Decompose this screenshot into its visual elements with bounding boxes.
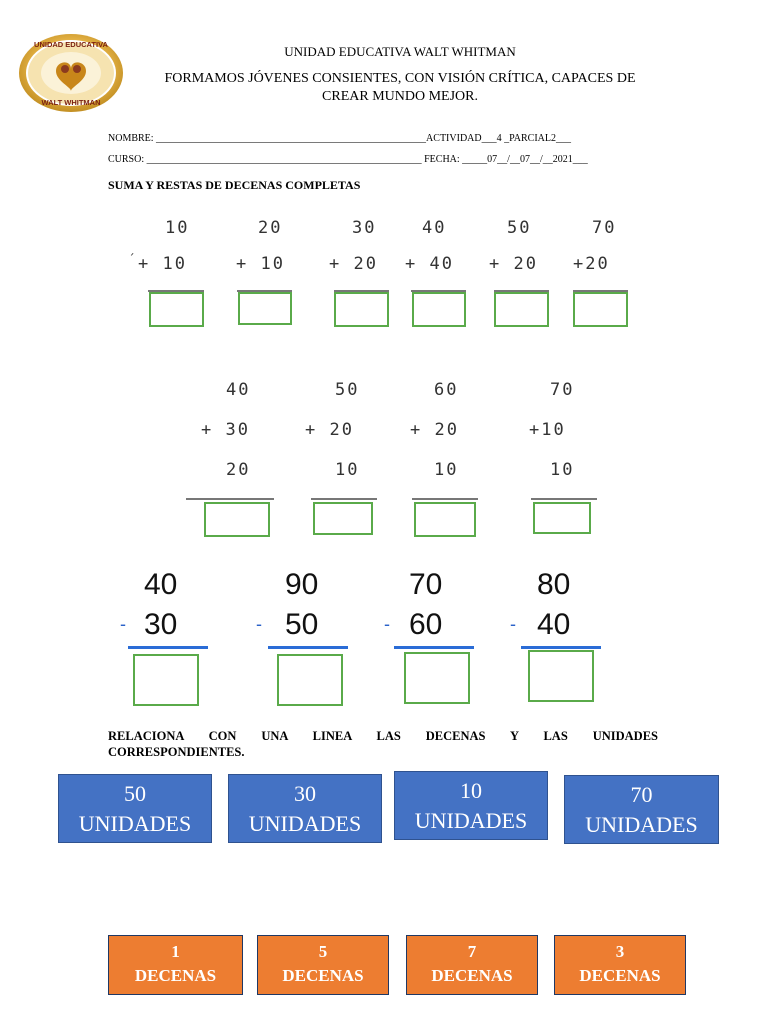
answer-box[interactable] (133, 654, 199, 706)
addend-a: 50 (335, 380, 360, 400)
decenas-box[interactable] (406, 935, 538, 995)
minus-sign: - (120, 614, 126, 634)
addend-top: 10 (165, 218, 190, 238)
minus-sign: - (510, 614, 516, 634)
answer-box[interactable] (238, 292, 292, 325)
decenas-label: DECENAS (579, 966, 661, 985)
addend-bottom: + 20 (329, 254, 378, 274)
addend-c: 20 (226, 460, 251, 480)
addend-top: 50 (507, 218, 532, 238)
addend-a: 40 (226, 380, 251, 400)
answer-box[interactable] (313, 502, 373, 535)
unidades-number: 30 (294, 781, 316, 806)
answer-box[interactable] (414, 502, 476, 537)
minuend: 70 (409, 568, 443, 601)
unidades-box[interactable] (394, 771, 548, 840)
school-motto (110, 70, 690, 106)
minus-sign: - (256, 614, 262, 634)
school-logo (18, 33, 124, 113)
decenas-number: 7 (467, 942, 477, 961)
addend-a: 70 (550, 380, 575, 400)
decenas-box[interactable] (108, 935, 243, 995)
unidades-label: UNIDADES (414, 808, 528, 833)
school-name: UNIDAD EDUCATIVA WALT WHITMAN (284, 44, 516, 59)
matching-instruction (108, 728, 658, 760)
answer-box[interactable] (149, 292, 204, 327)
addend-top: 20 (258, 218, 283, 238)
unidades-box[interactable] (58, 774, 212, 843)
instruction-line-1: RELACIONA CON UNA LINEA LAS DECENAS Y LAS UNIDADES (108, 729, 658, 743)
addend-b: + 30 (201, 420, 250, 440)
course-date-line[interactable]: CURSO: _______________________________________________________ FECHA: _____07__/__07__/__2021___ (108, 154, 588, 165)
addend-bottom: + 20 (489, 254, 538, 274)
answer-box[interactable] (404, 652, 470, 704)
subtrahend: 60 (409, 608, 443, 641)
motto-line-1: FORMAMOS JÓVENES CONSIENTES, CON VISIÓN CRÍTICA, CAPACES DE (164, 71, 636, 86)
addend-a: 60 (434, 380, 459, 400)
difference-line (521, 646, 601, 649)
minus-sign: - (384, 614, 390, 634)
addend-c: 10 (335, 460, 360, 480)
addend-c: 10 (550, 460, 575, 480)
unidades-box[interactable] (564, 775, 719, 844)
decenas-box[interactable] (257, 935, 389, 995)
decenas-label: DECENAS (134, 966, 217, 985)
minuend: 80 (537, 568, 571, 601)
difference-line (268, 646, 348, 649)
difference-line (128, 646, 208, 649)
addend-top: 70 (592, 218, 617, 238)
addend-top: 40 (422, 218, 447, 238)
addend-bottom: + 10 (236, 254, 285, 274)
answer-box[interactable] (533, 502, 591, 534)
unidades-number: 50 (124, 781, 146, 806)
minuend: 90 (285, 568, 319, 601)
addend-bottom: + 10 (138, 254, 187, 274)
subtrahend: 30 (144, 608, 178, 641)
svg-text:UNIDAD EDUCATIVA: UNIDAD EDUCATIVA (34, 40, 108, 49)
answer-box[interactable] (277, 654, 343, 706)
answer-box[interactable] (494, 292, 549, 327)
answer-box[interactable] (528, 650, 594, 702)
answer-box[interactable] (334, 292, 389, 327)
sum-line (186, 498, 274, 500)
unidades-number: 10 (460, 778, 482, 803)
unidades-label: UNIDADES (78, 811, 192, 836)
subtrahend: 40 (537, 608, 571, 641)
decenas-box[interactable] (554, 935, 686, 995)
addend-c: 10 (434, 460, 459, 480)
decenas-number: 3 (615, 942, 625, 961)
sum-line (412, 498, 478, 500)
sum-line (311, 498, 377, 500)
unidades-box[interactable] (228, 774, 382, 843)
addend-b: +10 (529, 420, 566, 440)
svg-text:WALT WHITMAN: WALT WHITMAN (41, 98, 101, 107)
answer-box[interactable] (573, 292, 628, 327)
answer-box[interactable] (204, 502, 270, 537)
motto-line-2: CREAR MUNDO MEJOR. (322, 89, 478, 104)
unidades-label: UNIDADES (248, 811, 362, 836)
addend-bottom: +20 (573, 254, 610, 274)
instruction-line-2: CORRESPONDIENTES. (108, 745, 245, 759)
decenas-label: DECENAS (282, 966, 364, 985)
difference-line (394, 646, 474, 649)
name-activity-line[interactable]: NOMBRE: ______________________________________________________ACTIVIDAD___4 _PARCIAL2___ (108, 133, 571, 144)
addend-b: + 20 (410, 420, 459, 440)
stray-mark: ´ (128, 252, 138, 266)
minuend: 40 (144, 568, 178, 601)
addend-b: + 20 (305, 420, 354, 440)
section-title: SUMA Y RESTAS DE DECENAS COMPLETAS (108, 178, 361, 192)
decenas-label: DECENAS (431, 966, 513, 985)
decenas-number: 5 (318, 942, 328, 961)
addend-top: 30 (352, 218, 377, 238)
sum-line (531, 498, 597, 500)
decenas-number: 1 (171, 942, 180, 961)
unidades-label: UNIDADES (585, 812, 698, 837)
answer-box[interactable] (412, 292, 466, 327)
unidades-number: 70 (630, 782, 653, 807)
subtrahend: 50 (285, 608, 319, 641)
addend-bottom: + 40 (405, 254, 454, 274)
